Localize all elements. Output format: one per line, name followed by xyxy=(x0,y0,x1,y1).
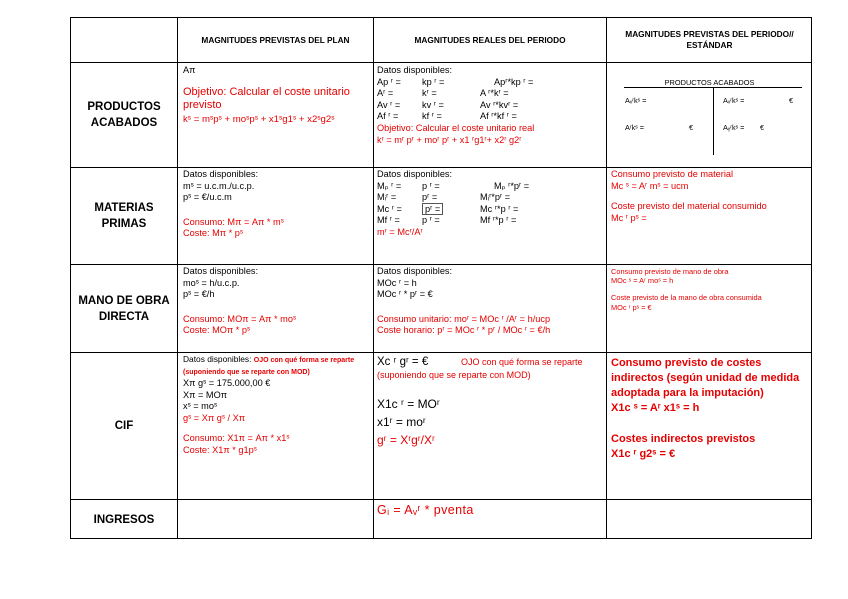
currency-unit: € xyxy=(689,123,694,132)
cif-plan-cell xyxy=(183,354,371,498)
data-available-label: Datos disponibles: xyxy=(183,266,259,276)
std-consumption-label: Consumo previsto de costes indirectos (según unidad de medida adoptada para la imputación) xyxy=(611,357,800,399)
data-available-label: Datos disponibles: xyxy=(377,65,453,75)
plan-cost: Coste: Mπ * pˢ xyxy=(183,228,244,239)
header-standard: MAGNITUDES PREVISTAS DEL PERIODO// ESTÁNDAR xyxy=(625,29,794,50)
real-unit-cost-formula: kʳ = mʳ pʳ + moʳ pʳ + x1 ʳg1ʳ+ x2ʳ g2ʳ xyxy=(377,134,522,145)
mano-obra-real-cell xyxy=(377,266,605,351)
plan-line: moˢ = h/u.c.p. xyxy=(183,277,240,288)
row-header-productos: PRODUCTOS ACABADOS xyxy=(87,101,161,129)
materias-real-cell xyxy=(377,169,605,263)
std-consumption-formula: Mc ˢ = Aʳ mˢ = ucm xyxy=(611,180,689,191)
plan-cost: Coste: MOπ * pˢ xyxy=(183,325,251,336)
row-header-ingresos: INGRESOS xyxy=(93,513,155,526)
t-account-title: PRODUCTOS ACABADOS xyxy=(664,78,755,87)
real-row: Aʳ = kʳ = A ʳ*kʳ = xyxy=(377,88,509,99)
real-objective: Objetivo: Calcular el coste unitario real xyxy=(377,122,535,133)
data-available-label: Datos disponibles: xyxy=(377,169,453,179)
real-row: Ap ʳ = kp ʳ = Apʳ*kp ʳ = xyxy=(377,76,534,87)
real-row: Mc ʳ = pʳ = Mc ʳ*p ʳ = xyxy=(377,203,519,214)
std-cost-label: Costes indirectos previstos xyxy=(611,433,756,445)
row-divider xyxy=(71,264,811,265)
std-cost-formula: Mc ʳ pˢ = xyxy=(611,212,647,223)
planning-table xyxy=(70,17,812,539)
materias-standard-cell xyxy=(611,169,811,263)
t-account-debit-2: Aʳkˢ = xyxy=(625,123,645,132)
plan-line: pˢ = €/h xyxy=(183,289,215,300)
ingresos-real-cell xyxy=(377,502,605,538)
std-consumption-formula: X1c ˢ = Aʳ x1ˢ = h xyxy=(611,402,700,414)
plan-line: Xπ gˢ = 175.000,00 € xyxy=(183,378,271,388)
plan-consumption: Consumo: X1π = Aπ * x1ˢ xyxy=(183,433,290,444)
mano-obra-standard-cell xyxy=(611,267,811,352)
cif-real-cell xyxy=(377,355,605,498)
plan-objective: Objetivo: Calcular el coste unitario xyxy=(183,85,350,98)
data-available-label: Datos disponibles: xyxy=(377,266,453,276)
row-divider xyxy=(71,167,811,168)
real-line: MOc ʳ = h xyxy=(377,277,417,288)
plan-objective-cont: previsto xyxy=(183,99,222,112)
real-cost-total: Xc ʳ gʳ = € xyxy=(377,356,429,368)
std-cost-formula: MOc ʳ pˢ = € xyxy=(611,302,652,312)
cif-plan-header: Datos disponibles: OJO con qué forma se reparte (suponiendo que se reparte con MOD) xyxy=(183,354,355,376)
plan-line: pˢ = €/u.c.m xyxy=(183,192,232,203)
currency-unit: € xyxy=(760,123,765,132)
row-header-cif: CIF xyxy=(114,420,134,432)
plan-line: Xπ = MOπ xyxy=(183,389,228,400)
real-row: Mₚ ʳ = p ʳ = Mₚ ʳ*pʳ = xyxy=(377,180,530,191)
real-unit-consumption: mʳ = Mcʳ/Aʳ xyxy=(377,226,423,237)
real-hourly-cost: Coste horario: pʳ = MOc ʳ * pʳ / MOc ʳ = €/h xyxy=(377,325,551,336)
real-line: MOc ʳ * pʳ = € xyxy=(377,289,433,300)
real-line: X1c ʳ = MOʳ xyxy=(377,397,440,411)
real-row: Mᵢʳ = pʳ = Mᵢʳ*pʳ = xyxy=(377,192,511,203)
row-divider xyxy=(71,352,811,353)
std-consumption-label: Consumo previsto de material xyxy=(611,169,734,179)
plan-consumption: Consumo: Mπ = Aπ * mˢ xyxy=(183,216,284,227)
row-divider xyxy=(71,499,811,500)
header-plan: MAGNITUDES PREVISTAS DEL PLAN xyxy=(201,34,350,45)
cif-standard-cell xyxy=(611,356,809,499)
plan-rate-formula: gˢ = Xπ gˢ / Xπ xyxy=(183,412,246,423)
plan-unit-cost-formula: kˢ = mˢpˢ + moˢpˢ + x1ˢg1ˢ + x2ˢg2ˢ xyxy=(183,114,335,126)
distribution-note: OJO con qué forma se reparte (suponiendo que se reparte con MOD) xyxy=(377,357,583,380)
t-account-debit-1: Aᵥʳkˢ = xyxy=(625,96,647,105)
t-account-divider xyxy=(713,87,714,155)
header-real: MAGNITUDES REALES DEL PERIODO xyxy=(414,34,566,45)
revenue-formula: Gᵢ = Aᵥʳ * pventa xyxy=(377,503,474,517)
real-line: x1ʳ = moʳ xyxy=(377,415,426,429)
plan-cost: Coste: X1π * g1pˢ xyxy=(183,444,257,455)
productos-plan-cell xyxy=(183,65,371,165)
data-available-label: Datos disponibles: xyxy=(183,169,259,179)
row-header-mano-obra: MANO DE OBRA DIRECTA xyxy=(78,294,170,323)
mano-obra-plan-cell xyxy=(183,266,371,351)
currency-unit: € xyxy=(789,96,794,105)
std-cost-label: Coste previsto de la mano de obra consumida xyxy=(611,293,762,303)
std-consumption-formula: MOc ˢ = Aʳ moˢ = h xyxy=(611,276,674,286)
real-unit-consumption: Consumo unitario: moʳ = MOc ʳ /Aʳ = h/ucp xyxy=(377,313,551,324)
std-cost-label: Coste previsto del material consumido xyxy=(611,201,767,212)
cif-real-header xyxy=(377,355,605,395)
col-divider xyxy=(177,18,178,538)
plan-units: Aπ xyxy=(183,65,196,75)
plan-line: xˢ = moˢ xyxy=(183,401,218,412)
real-row: Av ʳ = kv ʳ = Av ʳ*kvʳ = xyxy=(377,99,519,110)
t-account-credit-1: Aᵥʳkˢ = xyxy=(723,96,745,105)
t-account-credit-2: Aᵧʳkˢ = xyxy=(723,123,745,132)
col-divider xyxy=(373,18,374,538)
distribution-note: OJO con qué forma se reparte (suponiendo que se reparte con MOD) xyxy=(183,357,355,376)
std-consumption-label: Consumo previsto de mano de obra xyxy=(611,267,729,276)
real-rate-formula: gʳ = Xʳgʳ/Xʳ xyxy=(377,433,435,447)
std-cost-formula: X1c ʳ g2ˢ = € xyxy=(611,448,676,460)
productos-real-cell xyxy=(377,65,605,165)
real-row: Af ʳ = kf ʳ = Af ʳ*kf ʳ = xyxy=(377,111,517,122)
productos-standard-cell xyxy=(607,63,812,167)
plan-consumption: Consumo: MOπ = Aπ * moˢ xyxy=(183,313,297,324)
row-header-materias: MATERIAS PRIMAS xyxy=(94,202,154,230)
plan-line: mˢ = u.c.m./u.c.p. xyxy=(183,180,255,191)
real-row: Mf ʳ = p ʳ = Mf ʳ*p ʳ = xyxy=(377,215,517,226)
materias-plan-cell xyxy=(183,169,371,263)
